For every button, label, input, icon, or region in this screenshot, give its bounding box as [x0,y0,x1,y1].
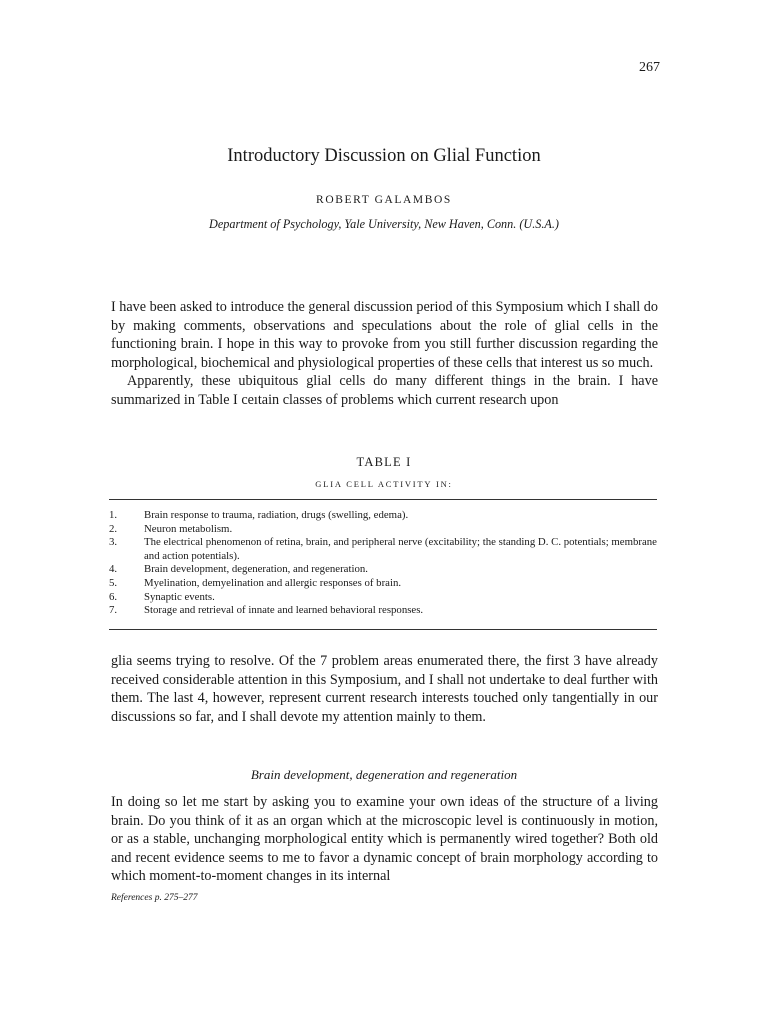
table-row-number: 1. [109,509,118,521]
article-title: Introductory Discussion on Glial Function [227,146,541,166]
table-subtitle: GLIA CELL ACTIVITY IN: [315,479,453,489]
table-row [109,604,657,618]
table-row-number: 5. [109,576,118,589]
continuation-section [111,652,658,726]
table-row-text: Synaptic events. [144,590,215,603]
table-row-text: The electrical phenomenon of retina, brain, and peripheral nerve (excitability; the standing D. C. potentials; membrane and action potentials). [144,536,657,562]
table-row-text: Myelination, demyelination and allergic responses of brain. [144,576,402,589]
table-row-number: 2. [109,522,118,535]
table-row-text: Neuron metabolism. [144,522,233,535]
author-name: ROBERT GALAMBOS [316,194,452,206]
table-row [109,536,657,563]
author-affiliation: Department of Psychology, Yale University, New Haven, Conn. (U.S.A.) [209,217,559,231]
intro-paragraph: Apparently, these ubiquitous glial cells do many different things in the brain. I have summarized in Table I ceıtain classes of problems which current research upon [111,373,658,408]
references-note: References p. 275–277 [111,893,198,903]
table-row-text: Brain development, degeneration, and regeneration. [144,563,368,576]
continuation-paragraph: glia seems trying to resolve. Of the 7 problem areas enumerated there, the first 3 have already received considerable attention in this Symposium, and I shall not undertake to deal further with them. The last 4, however, represent current research interests touched only tangentially in our discussions so far, and I shall devote my attention mainly to them. [111,653,658,725]
page-number: 267 [639,60,660,75]
table-row-number: 6. [109,590,118,603]
table-row-text: Brain response to trauma, radiation, drugs (swelling, edema). [144,509,409,521]
section-body [111,793,658,886]
table-bottom-rule [109,629,657,630]
table-row-number: 7. [109,604,118,617]
table-row [109,509,657,523]
table-title: TABLE I [356,455,412,469]
table-row-number: 3. [109,536,118,549]
table-row-number: 4. [109,563,118,576]
table-row [109,577,657,591]
intro-paragraph: I have been asked to introduce the general discussion period of this Symposium which I shall do by making comments, observations and speculations about the role of glial cells in the functioning brain. I hope in this way to provoke from you still further discussion regarding the morphological, biochemical and physiological properties of these cells that interest us so much. [111,299,658,371]
table-row-text: Storage and retrieval of innate and learned behavioral responses. [144,604,424,617]
table-items [109,509,657,618]
table-row [109,563,657,577]
section-heading: Brain development, degeneration and regeneration [250,767,518,782]
table-row [109,591,657,605]
table-top-rule [109,499,657,500]
intro-section [111,298,658,410]
section-paragraph: In doing so let me start by asking you to examine your own ideas of the structure of a living brain. Do you think of it as an organ which at the microscopic level is continuously in motion, or as a stable, unchanging morphological entity which is permanently wired together? Both old and recent evidence seems to me to favor a dynamic concept of brain morphology according to which moment-to-moment changes in its internal [111,794,658,885]
table-row [109,523,657,537]
